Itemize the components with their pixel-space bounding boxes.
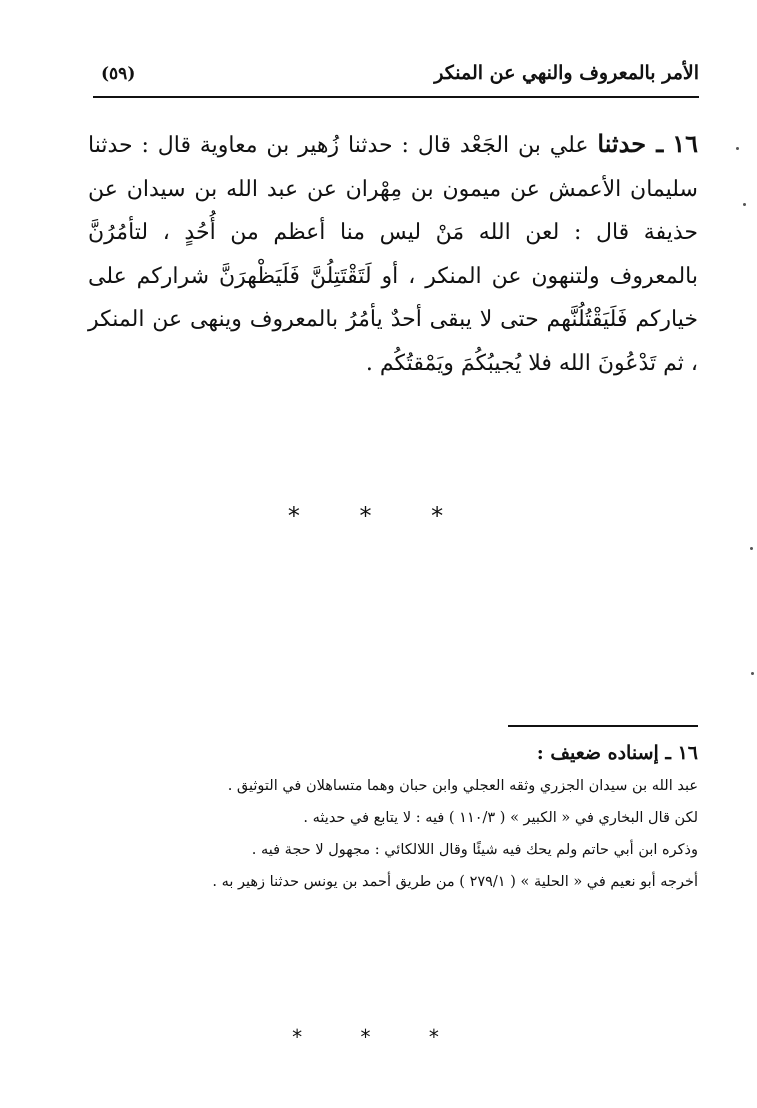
end-separator: * * * (292, 1025, 465, 1049)
running-header (93, 60, 699, 98)
page-number: (٥٩) (101, 64, 136, 84)
hadith-number: ١٦ (672, 129, 698, 158)
hadith-text: علي بن الجَعْد قال : حدثنا زُهير بن معاوية قال : حدثنا سليمان الأعمش عن ميمون بن مِهْران عن عبد الله بن سيدان عن حذيفة قال : لعن الله مَنْ ليس منا أعظم من أُحُدٍ ، لتأمُرُنَّ بالمعروف ولتنهون عن المنكر ، أو لَتَقْتَتِلُنَّ فَلَيَظْهرَنَّ شراركم على خياركم فَلَيَقْتُلُنَّهم حتى لا يبقى أحدٌ يأمُرُ بالمعروف وينهى عن المنكر ، ثم تَدْعُونَ الله فلا يُجيبُكُمَ ويَمْقتُكُم . (88, 133, 698, 376)
scan-speck (743, 203, 746, 206)
scan-speck (750, 547, 753, 550)
footnote-heading: ١٦ ـ إسناده ضعيف : (536, 742, 698, 764)
section-separator: * * * (287, 502, 470, 530)
footnote-rule (508, 725, 698, 727)
hadith-lead-word: ـ حدثنا (597, 129, 664, 158)
footnote-line: أخرجه أبو نعيم في « الحلية » ( ٢٧٩/١ ) من طريق أحمد بن يونس حدثنا زهير به . (212, 874, 698, 890)
footnote-line: عبد الله بن سيدان الجزري وثقه العجلي وابن حبان وهما متساهلان في التوثيق . (227, 778, 698, 794)
footnote-line: وذكره ابن أبي حاتم ولم يحك فيه شيئًا وقال اللالكائي : مجهول لا حجة فيه . (251, 842, 698, 858)
header-title: الأمر بالمعروف والنهي عن المنكر (434, 62, 699, 84)
scan-speck (751, 672, 754, 675)
footnote-line: لكن قال البخاري في « الكبير » ( ١١٠/٣ ) فيه : لا يتابع في حديثه . (303, 810, 698, 826)
hadith-paragraph (88, 122, 698, 385)
footnotes (120, 736, 698, 898)
scan-speck (736, 147, 739, 150)
